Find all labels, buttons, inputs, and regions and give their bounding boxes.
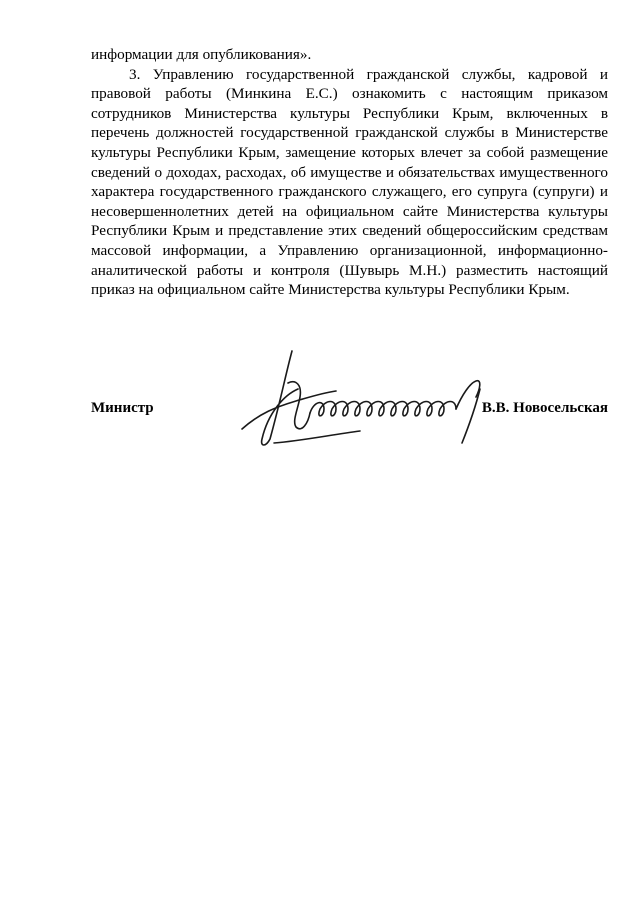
signature-block — [91, 398, 608, 422]
paragraph-continuation: информации для опубликования». — [91, 46, 312, 63]
paragraph-item-3: 3. Управлению государственной гражданской службы, кадровой и правовой работы (Минкина Е.С.) ознакомить с настоящим приказом сотрудников Министерства культуры Республики Крым, включенных в перечень должностей государственной гражданской службы в Министерстве культуры Республики Крым, замещение которых влечет за собой размещение сведений о доходах, расходах, об имуществе и обязательствах имущественного характера государственного гражданского служащего, его супруга (супруги) и несовершеннолетних детей на официальном сайте Министерства культуры Республики Крым и представление этих сведений общероссийским средствам массовой информации, а Управлению организационной, информационно-аналитической работы и контроля (Шувырь М.Н.) разместить настоящий приказ на официальном сайте Министерства культуры Республики Крым. — [91, 65, 608, 299]
document-body — [91, 45, 608, 300]
signer-name: В.В. Новосельская — [481, 400, 608, 416]
signer-position: Министр — [91, 400, 154, 416]
